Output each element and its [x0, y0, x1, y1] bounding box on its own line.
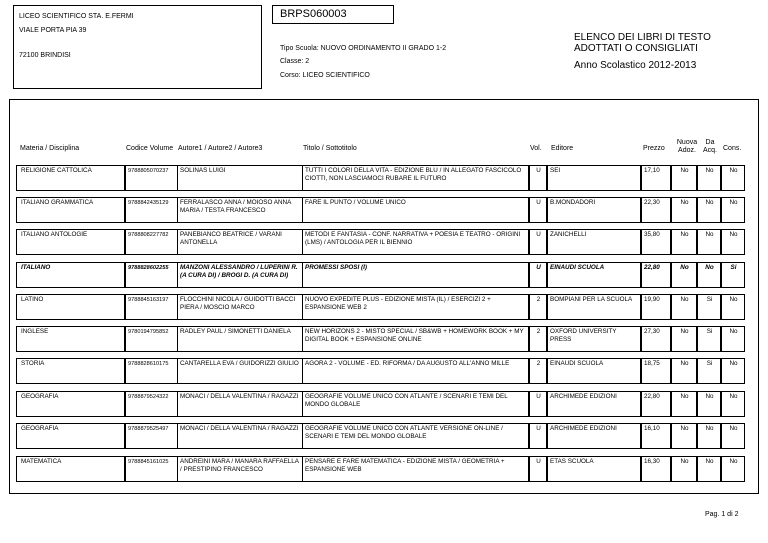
cell-prezzo: 22,80 — [644, 264, 660, 271]
cell-cons: No — [729, 360, 738, 367]
cell-codice: 9788845163197 — [128, 297, 169, 303]
cell-materia: MATEMATICA — [21, 458, 62, 465]
cell-codice: 9788828602255 — [128, 265, 169, 271]
cell-autori: CANTARELLA EVA / GUIDORIZZI GIULIO — [180, 360, 299, 367]
col-autori: Autore1 / Autore2 / Autore3 — [178, 145, 263, 152]
col-codice: Codice Volume — [126, 145, 174, 152]
cell-titolo: PROMESSI SPOSI (I) — [305, 264, 367, 271]
cell-codice: 9788879524322 — [128, 394, 169, 400]
cell-vol: U — [536, 458, 541, 465]
cell-nuova: No — [680, 296, 689, 303]
cell-da: No — [705, 231, 714, 238]
cell-editore: ZANICHELLI — [550, 231, 587, 238]
doc-title-line2: ADOTTATI O CONSIGLIATI — [574, 43, 698, 54]
cell-autori: MONACI / DELLA VALENTINA / RAGAZZI — [180, 393, 299, 400]
cell-da: No — [705, 458, 714, 465]
cell-vol: 2 — [536, 296, 541, 303]
cell-da: No — [705, 199, 714, 206]
cell-editore: B.MONDADORI — [550, 199, 596, 206]
cell-editore: EINAUDI SCUOLA — [550, 264, 605, 271]
cell-vol: U — [536, 393, 541, 400]
cell-titolo: AGORA 2 - VOLUME - ED. RIFORMA / DA AUGUSTO ALL'ANNO MILLE — [305, 360, 510, 367]
cell-autori: SOLINAS LUIGI — [180, 167, 226, 174]
cell-materia: ITALIANO ANTOLOGIE — [21, 231, 88, 238]
school-year: Anno Scolastico 2012-2013 — [574, 60, 697, 71]
cell-autori: MONACI / DELLA VALENTINA / RAGAZZI — [180, 425, 299, 432]
cell-nuova: No — [680, 425, 689, 432]
cell-nuova: No — [680, 264, 689, 271]
cell-materia: GEOGRAFIA — [21, 425, 59, 432]
cell-titolo: TUTTI I COLORI DELLA VITA - EDIZIONE BLU / IN ALLEGATO FASCICOLO CIOTTI, NON LASCIAMOCI RUBARE IL FUTURO — [305, 167, 522, 182]
col-nuova: Nuova Adoz. — [676, 139, 698, 154]
school-name: LICEO SCIENTIFICO STA. E.FERMI — [19, 13, 134, 20]
cell-autori: PANEBIANCO BEATRICE / VARANI ANTONELLA — [180, 231, 282, 246]
cell-prezzo: 18,75 — [644, 360, 660, 367]
cell-editore: BOMPIANI PER LA SCUOLA — [550, 296, 633, 303]
cell-da: Si — [706, 360, 713, 367]
cell-nuova: No — [680, 231, 689, 238]
cell-cons: No — [729, 296, 738, 303]
cell-materia: RELIGIONE CATTOLICA — [21, 167, 92, 174]
cell-titolo: GEOGRAFIE VOLUME UNICO CON ATLANTE / SCENARI E TEMI DEL MONDO GLOBALE — [305, 393, 508, 408]
cell-materia: ITALIANO GRAMMATICA — [21, 199, 94, 206]
cell-cons: Si — [730, 264, 737, 271]
cell-da: No — [705, 425, 714, 432]
cell-da: No — [705, 264, 714, 271]
cell-codice: 9788808227782 — [128, 232, 169, 238]
school-code: BRPS060003 — [280, 8, 347, 20]
cell-vol: U — [536, 425, 541, 432]
cell-nuova: No — [680, 458, 689, 465]
cell-prezzo: 22,30 — [644, 199, 660, 206]
cell-editore: EINAUDI SCUOLA — [550, 360, 604, 367]
cell-materia: GEOGRAFIA — [21, 393, 59, 400]
cell-editore: ARCHIMEDE EDIZIONI — [550, 393, 617, 400]
cell-editore: OXFORD UNIVERSITY PRESS — [550, 328, 617, 343]
cell-vol: 2 — [536, 328, 541, 335]
cell-prezzo: 16,30 — [644, 458, 660, 465]
cell-editore: ARCHIMEDE EDIZIONI — [550, 425, 617, 432]
cell-materia: ITALIANO — [21, 264, 51, 271]
cell-nuova: No — [680, 393, 689, 400]
cell-autori: ANDREINI MARA / MANARA RAFFAELLA / PRESTIPINO FRANCESCO — [180, 458, 299, 473]
cell-codice: 9780194795852 — [128, 329, 169, 335]
cell-vol: U — [536, 264, 541, 271]
cell-autori: FLOCCHINI NICOLA / GUIDOTTI BACCI PIERA / MOSCIO MARCO — [180, 296, 296, 311]
cell-cons: No — [729, 167, 738, 174]
cell-nuova: No — [680, 199, 689, 206]
cell-titolo: NEW HORIZONS 2 - MISTO SPECIAL / SB&WB + HOMEWORK BOOK + MY DIGITAL BOOK + ESPANSIONE ONLINE — [305, 328, 524, 343]
doc-title-line1: ELENCO DEI LIBRI DI TESTO — [574, 32, 711, 43]
cell-codice: 9788805070237 — [128, 168, 169, 174]
cell-nuova: No — [680, 167, 689, 174]
cell-prezzo: 27,30 — [644, 328, 660, 335]
col-titolo: Titolo / Sottotitolo — [303, 145, 357, 152]
cell-da: No — [705, 167, 714, 174]
cell-da: Si — [706, 296, 713, 303]
cell-titolo: PENSARE E FARE MATEMATICA - EDIZIONE MISTA / GEOMETRIA + ESPANSIONE WEB — [305, 458, 505, 473]
cell-codice: 9788845161025 — [128, 459, 169, 465]
cell-da: No — [705, 393, 714, 400]
cell-cons: No — [729, 458, 738, 465]
col-vol: Vol. — [530, 145, 542, 152]
cell-autori: RADLEY PAUL / SIMONETTI DANIELA — [180, 328, 291, 335]
cell-prezzo: 19,90 — [644, 296, 660, 303]
cell-nuova: No — [680, 328, 689, 335]
cell-nuova: No — [680, 360, 689, 367]
cell-titolo: GEOGRAFIE VOLUME UNICO CON ATLANTE VERSIONE ON-LINE / SCENARI E TEMI DEL MONDO GLOBALE — [305, 425, 503, 440]
cell-editore: SEI — [550, 167, 561, 174]
cell-vol: U — [536, 199, 541, 206]
cell-vol: U — [536, 231, 541, 238]
col-prezzo: Prezzo — [643, 145, 665, 152]
cell-materia: INGLESE — [21, 328, 49, 335]
col-editore: Editore — [551, 145, 574, 152]
cell-codice: 9788842435129 — [128, 200, 169, 206]
col-da: Da Acq. — [702, 139, 717, 154]
cell-prezzo: 35,80 — [644, 231, 660, 238]
cell-vol: 2 — [536, 360, 541, 367]
cell-cons: No — [729, 425, 738, 432]
cell-titolo: METODI E FANTASIA - CONF. NARRATIVA + POESIA E TEATRO - ORIGINI (LMS) / ANTOLOGIA PER IL BIENNIO — [305, 231, 521, 246]
school-address: VIALE PORTA PIA 39 — [19, 27, 87, 34]
cell-editore: ETAS SCUOLA — [550, 458, 594, 465]
corso: Corso: LICEO SCIENTIFICO — [280, 72, 370, 79]
cell-titolo: FARE IL PUNTO / VOLUME UNICO — [305, 199, 406, 206]
cell-cons: No — [729, 393, 738, 400]
cell-vol: U — [536, 167, 541, 174]
cell-prezzo: 17,10 — [644, 167, 660, 174]
cell-da: Si — [706, 328, 713, 335]
cell-autori: FERRALASCO ANNA / MOIOSO ANNA MARIA / TESTA FRANCESCO — [180, 199, 291, 214]
col-materia: Materia / Disciplina — [20, 145, 80, 152]
school-city: 72100 BRINDISI — [19, 52, 71, 59]
tipo-scuola: Tipo Scuola: NUOVO ORDINAMENTO II GRADO 1-2 — [280, 45, 447, 52]
cell-materia: LATINO — [21, 296, 44, 303]
cell-cons: No — [729, 231, 738, 238]
cell-materia: STORIA — [21, 360, 45, 367]
cell-prezzo: 16,10 — [644, 425, 660, 432]
cell-cons: No — [729, 328, 738, 335]
page-number: Pag. 1 di 2 — [705, 511, 739, 518]
cell-titolo: NUOVO EXPEDITE PLUS - EDIZIONE MISTA (IL) / ESERCIZI 2 + ESPANSIONE WEB 2 — [305, 296, 491, 311]
classe: Classe: 2 — [280, 58, 310, 65]
cell-cons: No — [729, 199, 738, 206]
cell-prezzo: 22,80 — [644, 393, 660, 400]
cell-codice: 9788879525497 — [128, 426, 169, 432]
cell-autori: MANZONI ALESSANDRO / LUPERINI R. (A CURA DI) / BROGI D. (A CURA DI) — [180, 264, 298, 279]
cell-codice: 9788828610175 — [128, 361, 169, 367]
col-cons: Cons. — [723, 145, 742, 152]
